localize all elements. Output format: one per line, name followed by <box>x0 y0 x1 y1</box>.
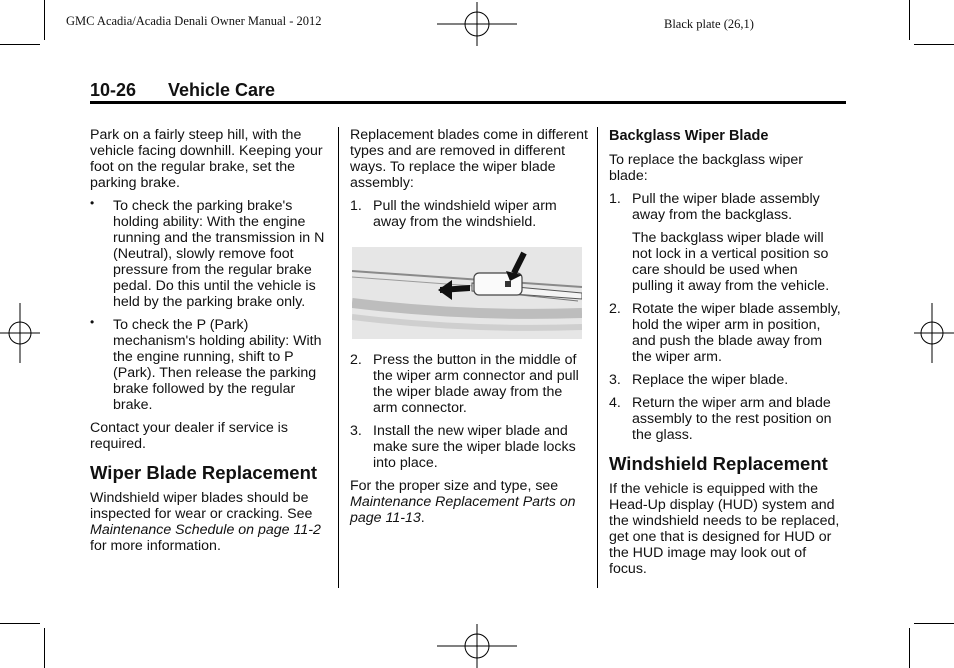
bullet-icon: • <box>90 196 95 210</box>
paragraph: Contact your dealer if service is required. <box>90 420 288 452</box>
step-text: Install the new wiper blade and make sure the wiper blade locks into place. <box>373 423 576 471</box>
registration-mark-bottom <box>437 622 517 668</box>
step-number: 3. <box>350 423 362 439</box>
cross-reference: Maintenance Schedule on page 11-2 <box>90 522 321 538</box>
column-divider <box>597 127 598 588</box>
page-number: 10-26 <box>90 80 137 100</box>
crop-mark <box>44 628 45 668</box>
cross-reference: Maintenance Replacement Parts on page 11-13 <box>350 494 576 526</box>
step-text: Rotate the wiper blade assembly, hold the wiper arm in position, and push the blade away from the wiper arm. <box>632 301 841 365</box>
header-rule <box>90 101 846 104</box>
paragraph: If the vehicle is equipped with the Head-Up display (HUD) system and the windshield needs to be replaced, get one that is designed for HUD or the HUD image may look out of focus. <box>609 481 840 577</box>
column-1 <box>90 127 330 561</box>
bullet-text: To check the parking brake's holding ability: With the engine running and the transmission in N (Neutral), slowly remove foot pressure from the regular brake pedal. Do this until the vehicle is held by the parking brake only. <box>113 198 325 310</box>
paragraph <box>90 490 330 554</box>
section-title: Vehicle Care <box>168 80 276 100</box>
column-divider <box>338 127 339 588</box>
paragraph: Replacement blades come in different types and are removed in different ways. To replace the wiper blade assembly: <box>350 127 588 191</box>
paragraph: To replace the backglass wiper blade: <box>609 152 803 184</box>
step-item <box>609 372 841 388</box>
column-3 <box>609 127 841 584</box>
crop-mark <box>909 0 910 40</box>
step-item <box>350 423 588 471</box>
bullet-icon: • <box>90 315 95 329</box>
manual-title: GMC Acadia/Acadia Denali Owner Manual - 2012 <box>66 14 322 28</box>
registration-mark-right <box>914 300 954 366</box>
paragraph <box>350 478 588 526</box>
crop-mark <box>914 44 954 45</box>
step-item <box>609 191 841 223</box>
step-text: Pull the wiper blade assembly away from the backglass. <box>632 191 820 223</box>
step-text: Replace the wiper blade. <box>632 372 789 388</box>
paragraph: Park on a fairly steep hill, with the vehicle facing downhill. Keeping your foot on the regular brake, set the parking brake. <box>90 127 323 191</box>
column-2 <box>350 127 588 237</box>
registration-mark-left <box>0 300 40 366</box>
section-header <box>90 80 275 101</box>
step-item <box>609 395 841 443</box>
step-item <box>609 301 841 365</box>
bullet-text: To check the P (Park) mechanism's holding ability: With the engine running, shift to P (Park). Then release the parking brake followed by the regular brake. <box>113 317 322 413</box>
step-number: 1. <box>350 198 362 214</box>
crop-mark <box>909 628 910 668</box>
step-number: 3. <box>609 372 621 388</box>
bullet-item <box>90 198 330 310</box>
step-number: 2. <box>609 301 621 317</box>
heading-wiper-blade-replacement: Wiper Blade Replacement <box>90 462 318 483</box>
step-note: The backglass wiper blade will not lock in a vertical position so care should be used when pulling it away from the vehicle. <box>632 230 830 294</box>
step-number: 2. <box>350 352 362 368</box>
text: For the proper size and type, see <box>350 478 559 494</box>
crop-mark <box>0 623 40 624</box>
text: for more information. <box>90 538 221 554</box>
step-item <box>350 352 588 416</box>
crop-mark <box>0 44 40 45</box>
wiper-arm-illustration <box>352 247 582 339</box>
step-text: Pull the windshield wiper arm away from the windshield. <box>373 198 557 230</box>
step-number: 1. <box>609 191 621 207</box>
bullet-item <box>90 317 330 413</box>
step-item <box>350 198 588 230</box>
step-text: Press the button in the middle of the wiper arm connector and pull the wiper blade away from the arm connector. <box>373 352 579 416</box>
text: . <box>420 510 425 526</box>
crop-mark <box>44 0 45 40</box>
text: Windshield wiper blades should be inspected for wear or cracking. See <box>90 490 313 522</box>
plate-label: Black plate (26,1) <box>664 17 754 31</box>
registration-mark-top <box>437 0 517 48</box>
column-2-continued <box>350 352 588 533</box>
crop-mark <box>914 623 954 624</box>
heading-windshield-replacement: Windshield Replacement <box>609 453 828 474</box>
heading-backglass-wiper-blade: Backglass Wiper Blade <box>609 128 769 144</box>
step-text: Return the wiper arm and blade assembly to the rest position on the glass. <box>632 395 832 443</box>
step-number: 4. <box>609 395 621 411</box>
